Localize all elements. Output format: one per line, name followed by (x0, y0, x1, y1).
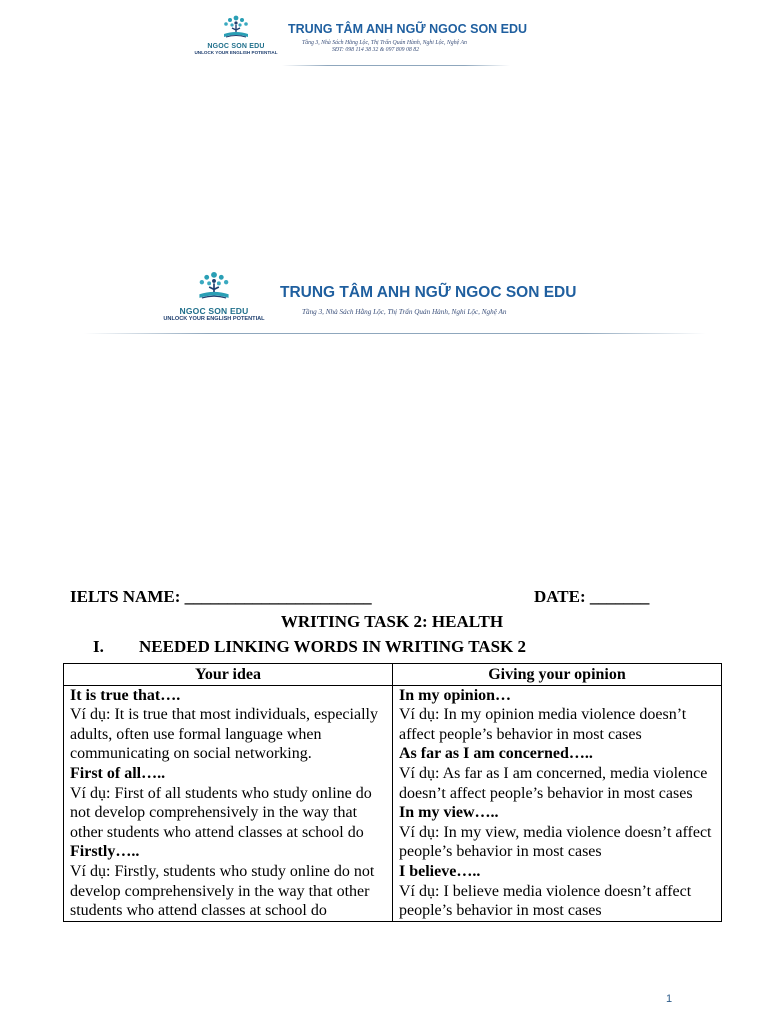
center-name: TRUNG TÂM ANH NGỮ NGOC SON EDU (288, 22, 528, 36)
center-name: TRUNG TÂM ANH NGỮ NGOC SON EDU (280, 284, 577, 301)
column-header-giving-opinion: Giving your opinion (393, 664, 722, 686)
your-idea-cell (64, 685, 393, 921)
center-info (280, 284, 576, 316)
logo-name: NGOC SON EDU (179, 306, 249, 316)
logo (192, 14, 280, 55)
logo (158, 270, 270, 322)
name-field-line: IELTS NAME: ______________________ (70, 587, 372, 606)
letterhead-top (192, 14, 527, 55)
section-heading-text: NEEDED LINKING WORDS IN WRITING TASK 2 (139, 637, 526, 656)
giving-opinion-cell (393, 685, 722, 921)
column-header-your-idea: Your idea (64, 664, 393, 686)
center-address: Tầng 3, Nhà Sách Hằng Lộc, Thị Trấn Quán Hành, Nghi Lộc, Nghệ An (302, 40, 467, 46)
logo-name: NGOC SON EDU (207, 43, 265, 50)
linking-phrase: First of all….. (70, 764, 166, 782)
example-sentence: Ví dụ: It is true that most individuals, especially adults, often use formal language when communicating on social networking. (70, 706, 378, 763)
table-row (64, 685, 722, 921)
linking-phrase: It is true that…. (70, 686, 181, 704)
header-divider (84, 333, 706, 334)
example-sentence: Ví dụ: I believe media violence doesn’t affect people’s behavior in most cases (399, 882, 692, 920)
page-number: 1 (666, 993, 673, 1005)
table-header-row (64, 664, 722, 686)
linking-phrase: In my opinion… (399, 686, 512, 704)
center-address: Tầng 3, Nhà Sách Hằng Lộc, Thị Trấn Quán Hành, Nghi Lộc, Nghệ An (302, 308, 507, 316)
center-info (288, 22, 527, 53)
logo-tree-icon (218, 14, 254, 42)
example-sentence: Ví dụ: In my opinion media violence doesn’t affect people’s behavior in most cases (399, 706, 687, 743)
page-title: WRITING TASK 2: HEALTH (280, 612, 504, 631)
date-field-line: DATE: _______ (534, 587, 650, 606)
example-sentence: Ví dụ: In my view, media violence doesn’t affect people’s behavior in most cases (399, 823, 712, 861)
linking-phrase: Firstly….. (70, 843, 140, 861)
linking-phrase: I believe….. (399, 862, 481, 880)
header-divider (282, 65, 510, 66)
linking-words-table (63, 663, 722, 922)
center-phone: SĐT: 098 114 38 32 & 097 809 08 82 (332, 47, 420, 53)
example-sentence: Ví dụ: As far as I am concerned, media violence doesn’t affect people’s behavior in most cases (399, 764, 708, 802)
logo-tagline: UNLOCK YOUR ENGLISH POTENTIAL (163, 316, 265, 322)
linking-phrase: As far as I am concerned….. (399, 745, 593, 763)
section-heading (93, 637, 526, 657)
letterhead-bottom (158, 270, 576, 322)
logo-tagline: UNLOCK YOUR ENGLISH POTENTIAL (194, 50, 278, 55)
example-sentence: Ví dụ: First of all students who study online do not develop comprehensively in the way that other students who attend classes at school do (70, 784, 372, 841)
linking-phrase: In my view….. (399, 804, 499, 822)
logo-tree-icon (192, 270, 236, 304)
section-number: I. (93, 637, 104, 656)
example-sentence: Ví dụ: Firstly, students who study online do not develop comprehensively in the way that other students who attend classes at school do (70, 862, 375, 920)
